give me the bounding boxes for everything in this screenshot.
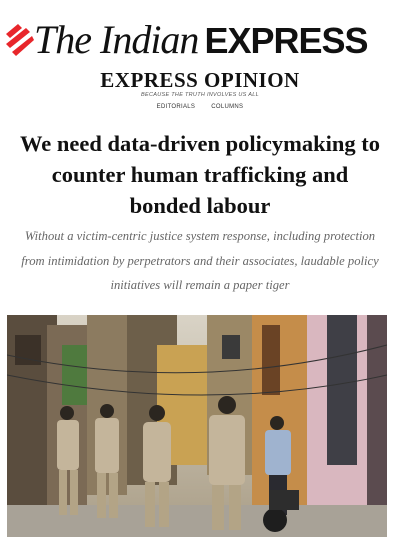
headline-line: bonded labour: [129, 193, 271, 218]
brand-wordmark[interactable]: [34, 16, 368, 63]
masthead: [0, 14, 400, 66]
headline-line: counter human trafficking and: [51, 162, 349, 187]
standfirst-line: Without a victim-centric justice system response, including protection: [24, 229, 376, 243]
section-title[interactable]: EXPRESS OPINION: [100, 68, 300, 92]
section-tagline: BECAUSE THE TRUTH INVOLVES US ALL: [141, 92, 259, 98]
brand-sans-text: EXPRESS: [204, 20, 368, 61]
nav-item-editorials[interactable]: EDITORIALS: [156, 104, 196, 110]
section-nav: [0, 104, 400, 110]
nav-item-columns[interactable]: COLUMNS: [211, 104, 244, 110]
article-hero-image: [7, 315, 387, 537]
headline-line: We need data-driven policymaking to: [19, 131, 380, 156]
article-standfirst: [0, 224, 400, 298]
standfirst-line: from intimidation by perpetrators and their associates, laudable policy: [21, 253, 379, 268]
article-headline: [0, 128, 400, 221]
brand-serif-text: The Indian: [34, 17, 199, 62]
express-logo-icon[interactable]: [4, 22, 34, 56]
standfirst-line: initiatives will remain a paper tiger: [110, 278, 290, 292]
